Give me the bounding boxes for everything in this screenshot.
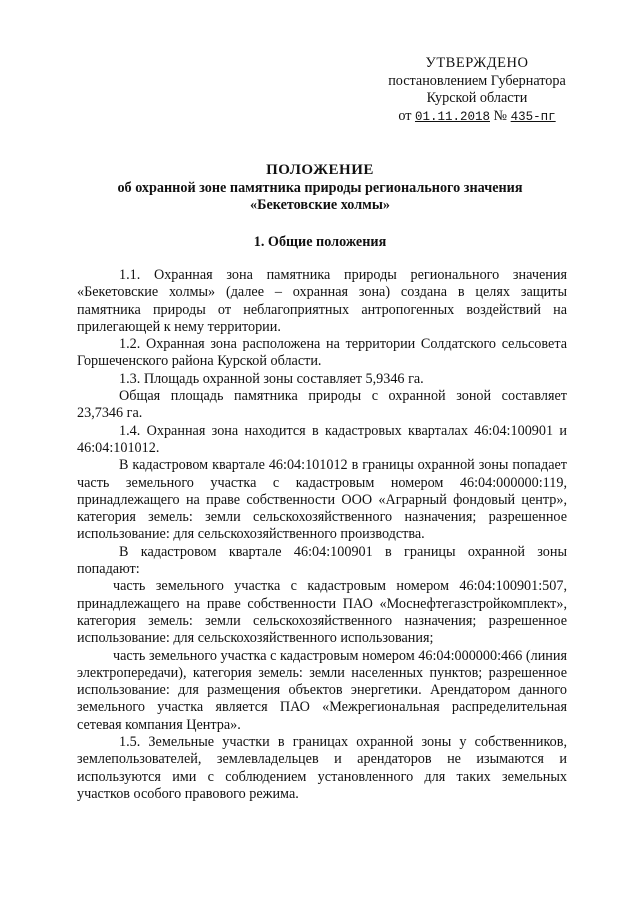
number-prefix: № xyxy=(493,107,508,124)
section-heading: 1. Общие положения xyxy=(253,234,387,250)
paragraph-1-3: 1.3. Площадь охранной зоны составляет 5,9346 га. xyxy=(119,370,424,387)
paragraph-total-area: Общая площадь памятника природы с охранной зоной составляет 23,7346 га. xyxy=(77,388,567,422)
approval-heading: УТВЕРЖДЕНО xyxy=(425,55,529,71)
approval-date-line xyxy=(372,108,582,127)
title-line-1: об охранной зоне памятника природы регионального значения xyxy=(117,179,523,196)
title-line-2: «Бекетовские холмы» xyxy=(250,197,390,213)
document-title xyxy=(60,162,580,215)
paragraph-plot-507: часть земельного участка с кадастровым номером 46:04:100901:507, принадлежащего на праве собственности ПАО «Моснефтегазстройкомплект», категория земель: земли сельскохозяйственного назначения; разрешенное использование: для сельскохозяйственного использования; xyxy=(77,578,567,647)
paragraph-1-1: 1.1. Охранная зона памятника природы регионального значения «Бекетовские холмы» (далее – охранная зона) создана в целях защиты памятника природы от неблагоприятных антропогенных воздействий на прилегающей к нему территории. xyxy=(77,267,567,335)
approval-stamp xyxy=(372,55,582,126)
date-prefix: от xyxy=(398,107,412,124)
approval-line-1: постановлением Губернатора xyxy=(388,72,566,89)
title-main: ПОЛОЖЕНИЕ xyxy=(266,162,374,178)
paragraph-1-5: 1.5. Земельные участки в границах охранной зоны у собственников, землепользователей, землевладельцев и арендаторов не изымаются и используются ими с соблюдением установленного для таких земельных участков особого правового режима. xyxy=(77,734,567,802)
approval-line-2: Курской области xyxy=(426,90,528,106)
paragraph-quarter-101012: В кадастровом квартале 46:04:101012 в границы охранной зоны попадает часть земельного участка с кадастровым номером 46:04:000000:119, принадлежащего на праве собственности ООО «Аграрный фондовый центр», категория земель: земли сельскохозяйственного назначения; разрешенное использование: для сельскохозяйственного производства. xyxy=(77,457,567,543)
paragraph-quarter-100901: В кадастровом квартале 46:04:100901 в границы охранной зоны попадают: xyxy=(77,543,567,578)
paragraph-1-2: 1.2. Охранная зона расположена на территории Солдатского сельсовета Горшеченского района Курской области. xyxy=(77,336,567,370)
approval-number: 435-пг xyxy=(510,109,556,124)
approval-date: 01.11.2018 xyxy=(414,109,490,124)
body-text xyxy=(77,267,567,803)
paragraph-1-4: 1.4. Охранная зона находится в кадастровых кварталах 46:04:100901 и 46:04:101012. xyxy=(77,422,567,456)
paragraph-plot-466: часть земельного участка с кадастровым номером 46:04:000000:466 (линия электропередачи), категория земель: земли населенных пунктов; разрешенное использование: для размещения объектов энергетики. Арендатором данного земельного участка является ПАО «Межрегиональная распределительная сетевая компания Центра». xyxy=(77,647,567,733)
